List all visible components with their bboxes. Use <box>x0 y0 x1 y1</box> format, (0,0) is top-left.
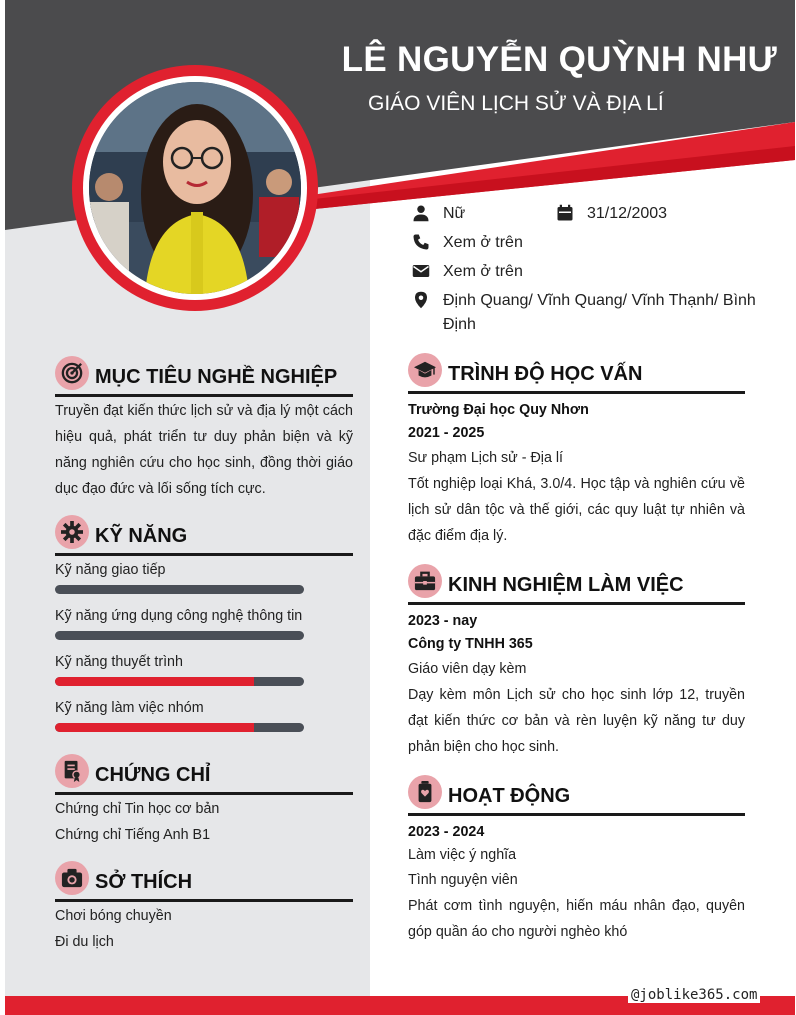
email: Xem ở trên <box>443 263 523 280</box>
avatar <box>72 65 318 311</box>
skill-bar <box>55 631 304 640</box>
experience-description: Dạy kèm môn Lịch sử cho học sinh lớp 12, truyền đạt kiến thức cơ bản và rèn luyện kỹ năng tư duy phản biện cho học sinh. <box>408 687 745 755</box>
certificates-header <box>55 754 353 796</box>
skill-label: Kỹ năng thuyết trình <box>55 654 183 670</box>
person-icon <box>412 204 430 222</box>
objective-text: Truyền đạt kiến thức lịch sử và địa lý một cách hiệu quả, phát triển tư duy phản biện và kỹ năng nghiên cứu cho học sinh, đồng thời giáo dục đạo đức và lối sống tích cực. <box>55 403 353 497</box>
activities-description: Phát cơm tình nguyện, hiến máu nhân đạo, quyên góp quần áo cho người nghèo khó <box>408 898 745 940</box>
candidate-name: LÊ NGUYỄN QUỲNH NHƯ <box>341 40 777 79</box>
address-line-2: Định <box>443 316 476 333</box>
address-line-1: Định Quang/ Vĩnh Quang/ Vĩnh Thạnh/ Bình <box>443 292 756 309</box>
phone-icon <box>412 233 430 251</box>
education-school: Trường Đại học Quy Nhơn <box>408 402 589 418</box>
skill-label: Kỹ năng giao tiếp <box>55 562 166 578</box>
education-major: Sư phạm Lịch sử - Địa lí <box>408 450 564 466</box>
certificate-icon <box>55 754 89 788</box>
activities-title: HOẠT ĐỘNG <box>448 785 571 807</box>
experience-title: KINH NGHIỆM LÀM VIỆC <box>448 574 684 596</box>
camera-icon <box>55 861 89 895</box>
activities-header <box>408 775 745 817</box>
job-title: GIÁO VIÊN LỊCH SỬ VÀ ĐỊA LÍ <box>368 92 664 115</box>
experience-header <box>408 564 745 606</box>
skill-label: Kỹ năng làm việc nhóm <box>55 700 204 716</box>
education-header <box>408 353 745 395</box>
skill-bar <box>55 723 304 732</box>
phone: Xem ở trên <box>443 234 523 251</box>
birthdate: 31/12/2003 <box>587 205 668 222</box>
certificate-item: Chứng chỉ Tiếng Anh B1 <box>55 827 211 843</box>
skill-bar <box>55 585 304 594</box>
calendar-icon <box>556 204 574 222</box>
skill-bar <box>55 677 304 686</box>
hobbies-title: SỞ THÍCH <box>95 871 193 893</box>
hobbies-header <box>55 861 353 903</box>
experience-position: Giáo viên dạy kèm <box>408 661 527 677</box>
target-icon <box>55 356 89 390</box>
location-icon <box>412 291 430 309</box>
gender: Nữ <box>443 205 466 222</box>
certificates-title: CHỨNG CHỈ <box>95 764 211 786</box>
cv-page <box>5 0 795 1015</box>
skill-label: Kỹ năng ứng dụng công nghệ thông tin <box>55 608 303 624</box>
briefcase-icon <box>408 564 442 598</box>
profile-photo <box>89 82 301 294</box>
skills-header <box>55 515 353 557</box>
experience-period: 2023 - nay <box>408 613 478 629</box>
activities-organization: Làm việc ý nghĩa <box>408 847 517 863</box>
email-icon <box>412 262 430 280</box>
footer-watermark: @joblike365.com <box>628 987 760 1003</box>
objective-header <box>55 356 353 398</box>
certificate-item: Chứng chỉ Tin học cơ bản <box>55 801 220 817</box>
education-title: TRÌNH ĐỘ HỌC VẤN <box>448 363 643 385</box>
skills-title: KỸ NĂNG <box>95 525 188 547</box>
objective-title: MỤC TIÊU NGHỀ NGHIỆP <box>95 366 338 388</box>
education-description: Tốt nghiệp loại Khá, 3.0/4. Học tập và nghiên cứu về lịch sử dân tộc và thế giới, các quy luật tự nhiên và đặc điểm địa lý. <box>408 476 745 544</box>
activities-period: 2023 - 2024 <box>408 824 485 840</box>
graduation-cap-icon <box>408 353 442 387</box>
badge-icon <box>408 775 442 809</box>
activities-role: Tình nguyện viên <box>408 872 518 888</box>
experience-company: Công ty TNHH 365 <box>408 636 533 652</box>
hobby-item: Đi du lịch <box>55 934 114 950</box>
hobby-item: Chơi bóng chuyền <box>55 908 172 924</box>
gear-icon <box>55 515 89 549</box>
education-period: 2021 - 2025 <box>408 425 485 441</box>
